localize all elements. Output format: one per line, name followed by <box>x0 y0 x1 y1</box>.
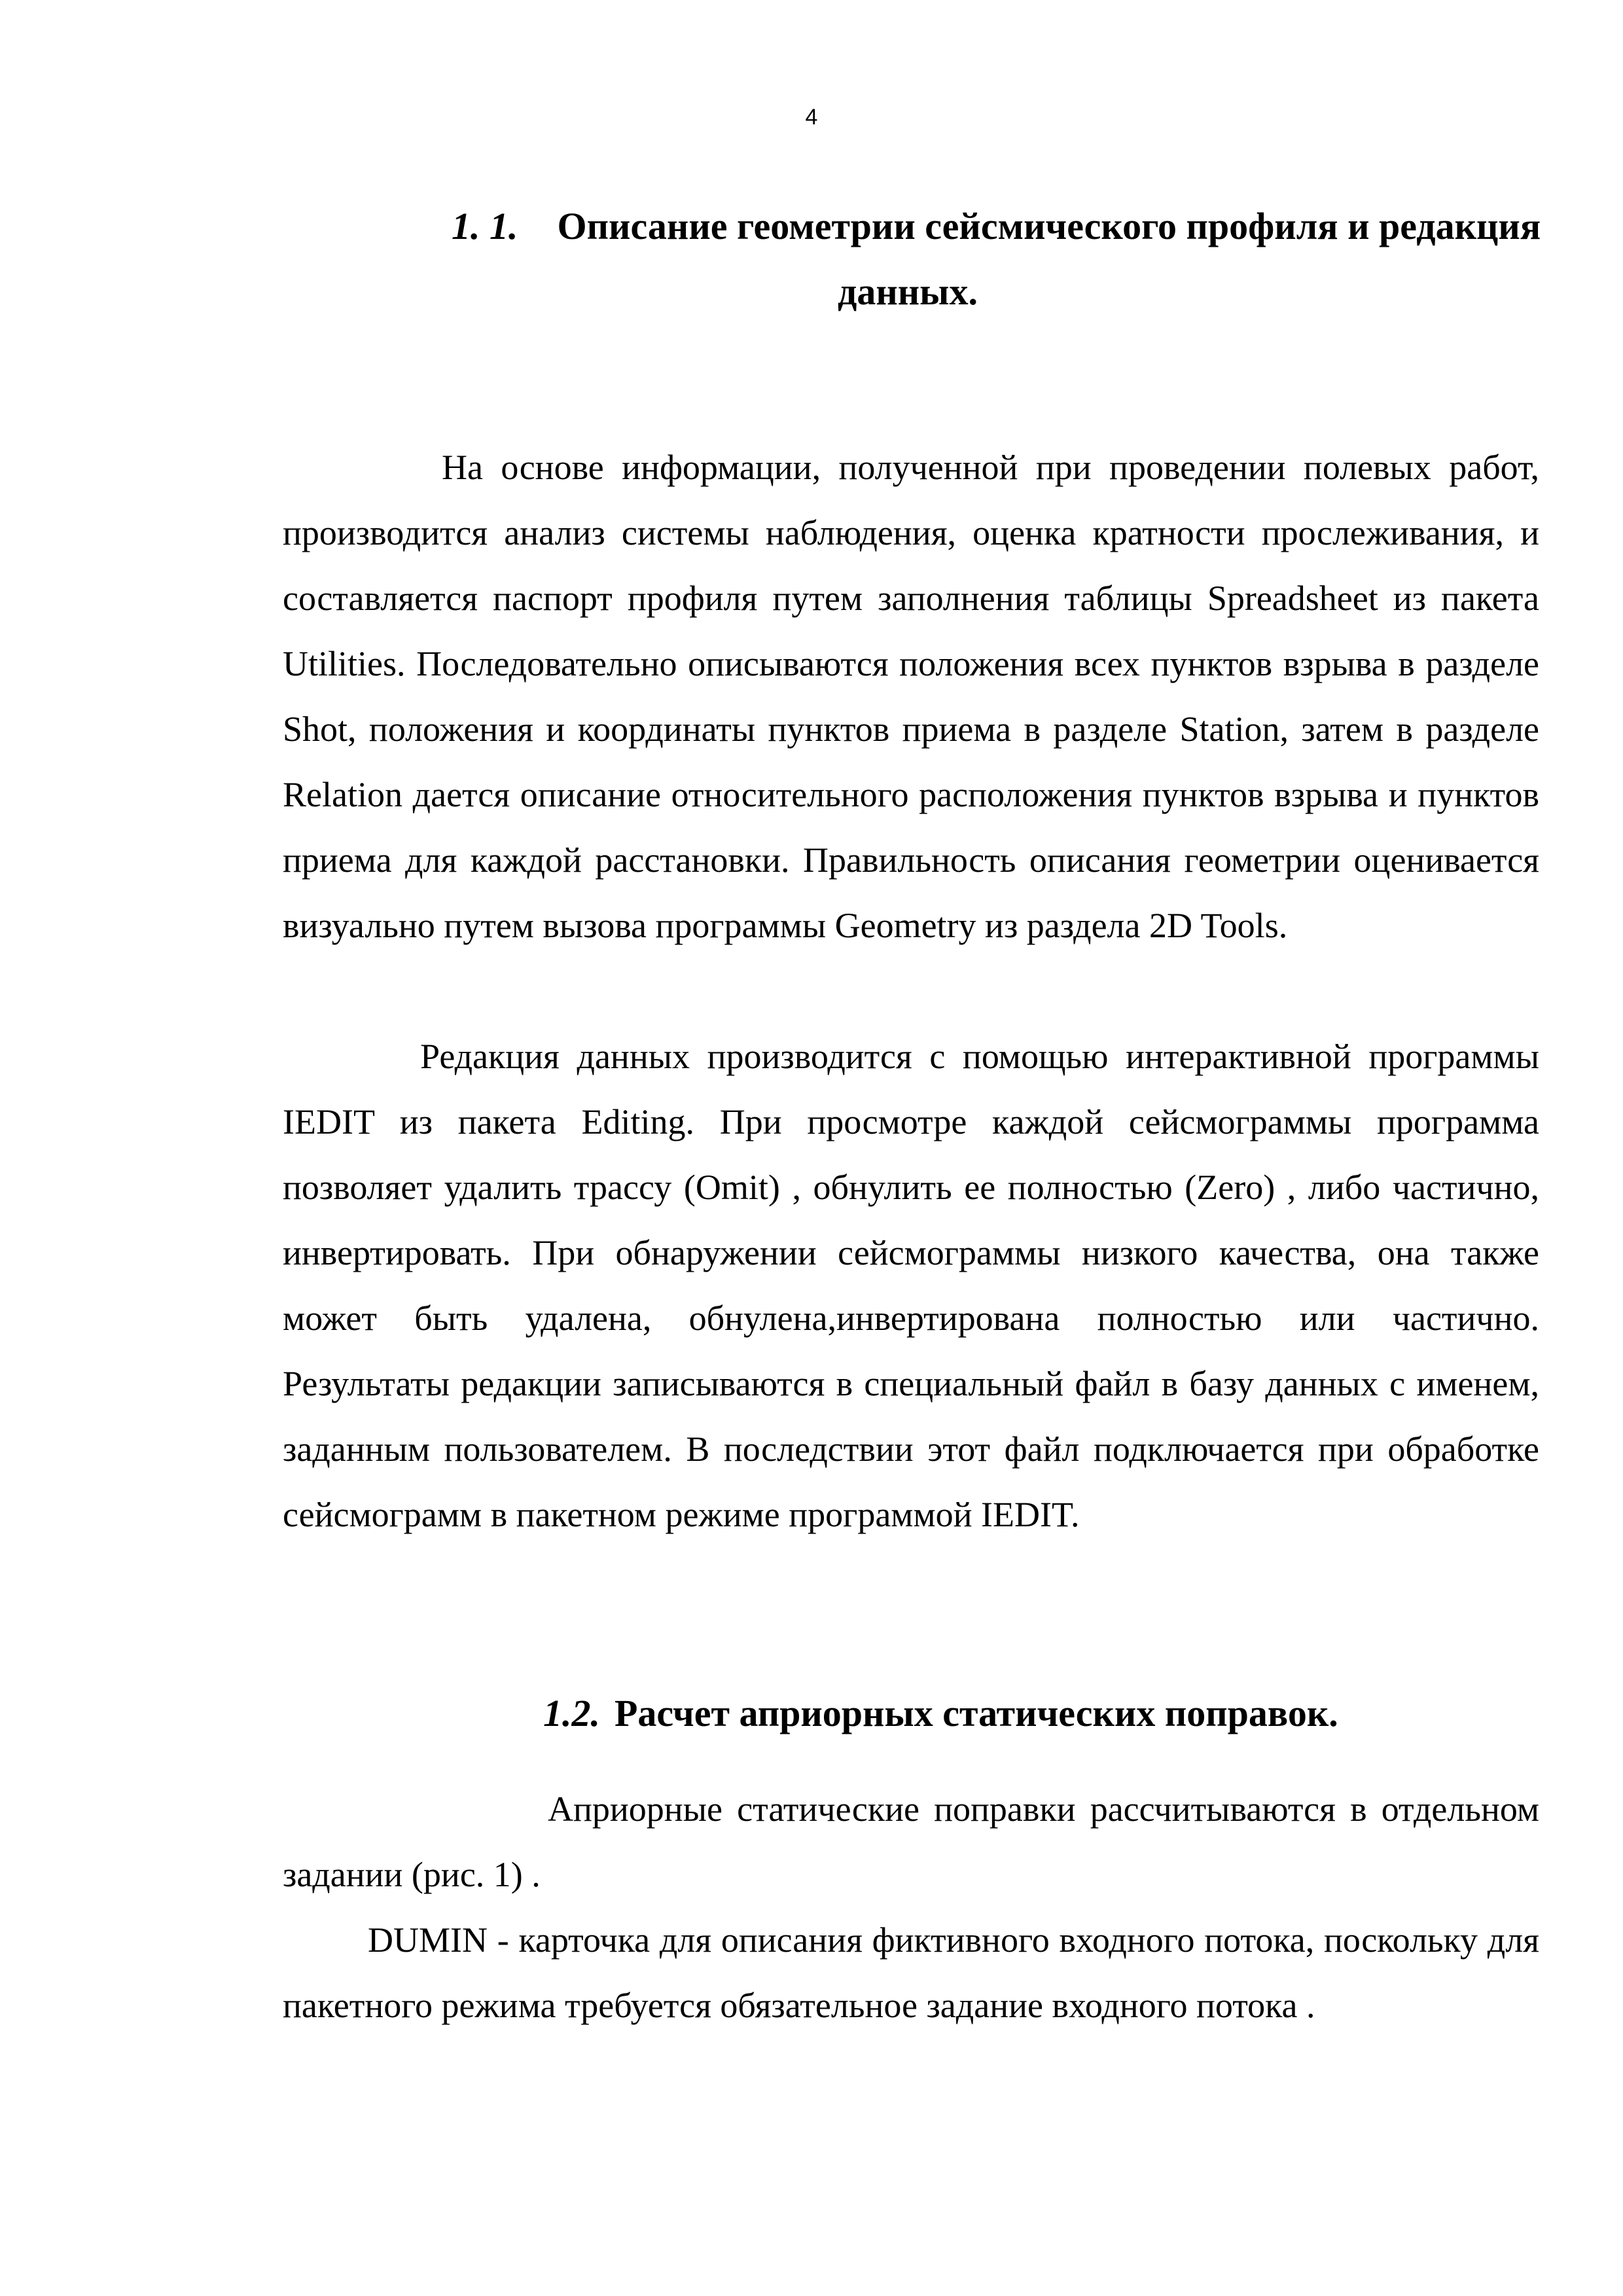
section-1-title-line2: данных. <box>838 270 978 313</box>
paragraph-dumin-card: DUMIN - карточка для описания фиктивного входного потока, поскольку для пакетного режима требуется обязательное задание входного потока . <box>283 1920 1539 2025</box>
paragraph-geometry-description: На основе информации, полученной при проведении полевых работ, производится анализ системы наблюдения, оценка кратности прослеживания, и составляется паспорт профиля путем заполнения таблицы Spreadsheet из пакета Utilities. Последовательно описываются положения всех пунктов взрыва в разделе Shot, положения и координаты пунктов приема в разделе Station, затем в разделе Relation дается описание относительного расположения пунктов взрыва и пунктов приема для каждой расстановки. Правильность описания геометрии оценивается визуально путем вызова программы Geometry из раздела 2D Tools. <box>283 448 1539 945</box>
section-2-title: Расчет априорных статических поправок. <box>615 1692 1338 1734</box>
section-2-number: 1.2. <box>543 1692 600 1734</box>
section-2-heading <box>543 1681 1338 1746</box>
paragraph-data-editing: Редакция данных производится с помощью интерактивной программы IEDIT из пакета Editing. При просмотре каждой сейсмограммы программа позволяет удалить трассу (Omit) , обнулить ее полностью (Zero) , либо частично, инвертировать. При обнаружении сейсмограммы низкого качества, она также может быть удалена, обнулена,инвертирована полностью или частично. Результаты редакции записываются в специальный файл в базу данных с именем, заданным пользователем. В последствии этот файл подключается при обработке сейсмограмм в пакетном режиме программой IEDIT. <box>283 1037 1539 1534</box>
section-1-number: 1. 1. <box>452 205 518 247</box>
paragraph-static-corrections: Априорные статические поправки рассчитываются в отдельном задании (рис. 1) . <box>283 1789 1539 1894</box>
section-1-heading <box>452 194 1541 259</box>
section-1-title-line1: Описание геометрии сейсмического профиля и редакция <box>557 205 1541 247</box>
page-number: 4 <box>805 105 818 130</box>
